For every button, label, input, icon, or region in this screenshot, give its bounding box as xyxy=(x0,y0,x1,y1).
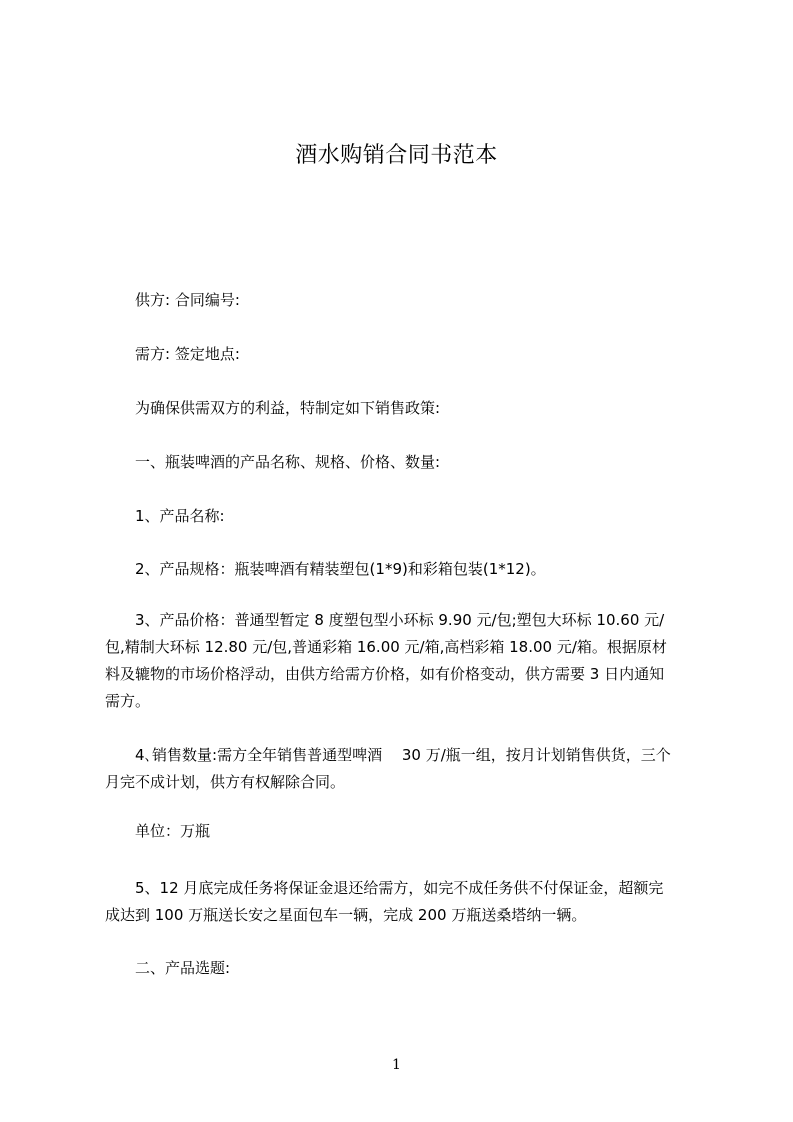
item5-line-2: 成达到 100 万瓶送长安之星面包车一辆，完成 200 万瓶送桑塔纳一辆。 xyxy=(105,906,587,924)
item3-product-price xyxy=(105,607,690,715)
item1-product-name: 1、产品名称: xyxy=(135,507,225,525)
intro-paragraph: 为确保供需双方的利益，特制定如下销售政策: xyxy=(135,399,441,417)
item3-line-1: 3、产品价格：普通型暂定 8 度塑包型小环标 9.90 元/包;塑包大环标 10.60 元/ xyxy=(135,611,665,629)
item3-line-2: 包,精制大环标 12.80 元/包,普通彩箱 16.00 元/箱,高档彩箱 18.00 元/箱。根据原材 xyxy=(105,638,667,656)
section1-heading: 一、瓶装啤酒的产品名称、规格、价格、数量: xyxy=(135,453,441,471)
unit-line: 单位：万瓶 xyxy=(135,822,211,840)
page-number: 1 xyxy=(392,1057,401,1073)
item4-sales-quantity xyxy=(105,742,690,796)
item3-line-3: 料及辘物的市场价格浮动，由供方给需方价格，如有价格变动，供方需要 3 日内通知 xyxy=(105,665,665,683)
item4-line-2: 月完不成计划，供方有权解除合同。 xyxy=(105,773,346,791)
item5-line-1: 5、12 月底完成任务将保证金退还给需方，如完不成任务供不付保证金，超额完 xyxy=(135,879,664,897)
item3-line-4: 需方。 xyxy=(105,692,151,710)
section2-heading: 二、产品选题: xyxy=(135,959,231,977)
supplier-line: 供方: 合同编号: xyxy=(135,291,240,309)
item2-product-spec: 2、产品规格：瓶装啤酒有精装塑包(1*9)和彩箱包装(1*12)。 xyxy=(135,560,546,578)
document-title: 酒水购销合同书范本 xyxy=(295,143,498,168)
buyer-line: 需方: 签定地点: xyxy=(135,345,240,363)
item4-line-1: 4､销售数量:需方全年销售普通型啤酒 30 万/瓶一组，按月计划销售供货，三个 xyxy=(135,746,671,764)
item5-deposit-terms xyxy=(105,875,690,929)
